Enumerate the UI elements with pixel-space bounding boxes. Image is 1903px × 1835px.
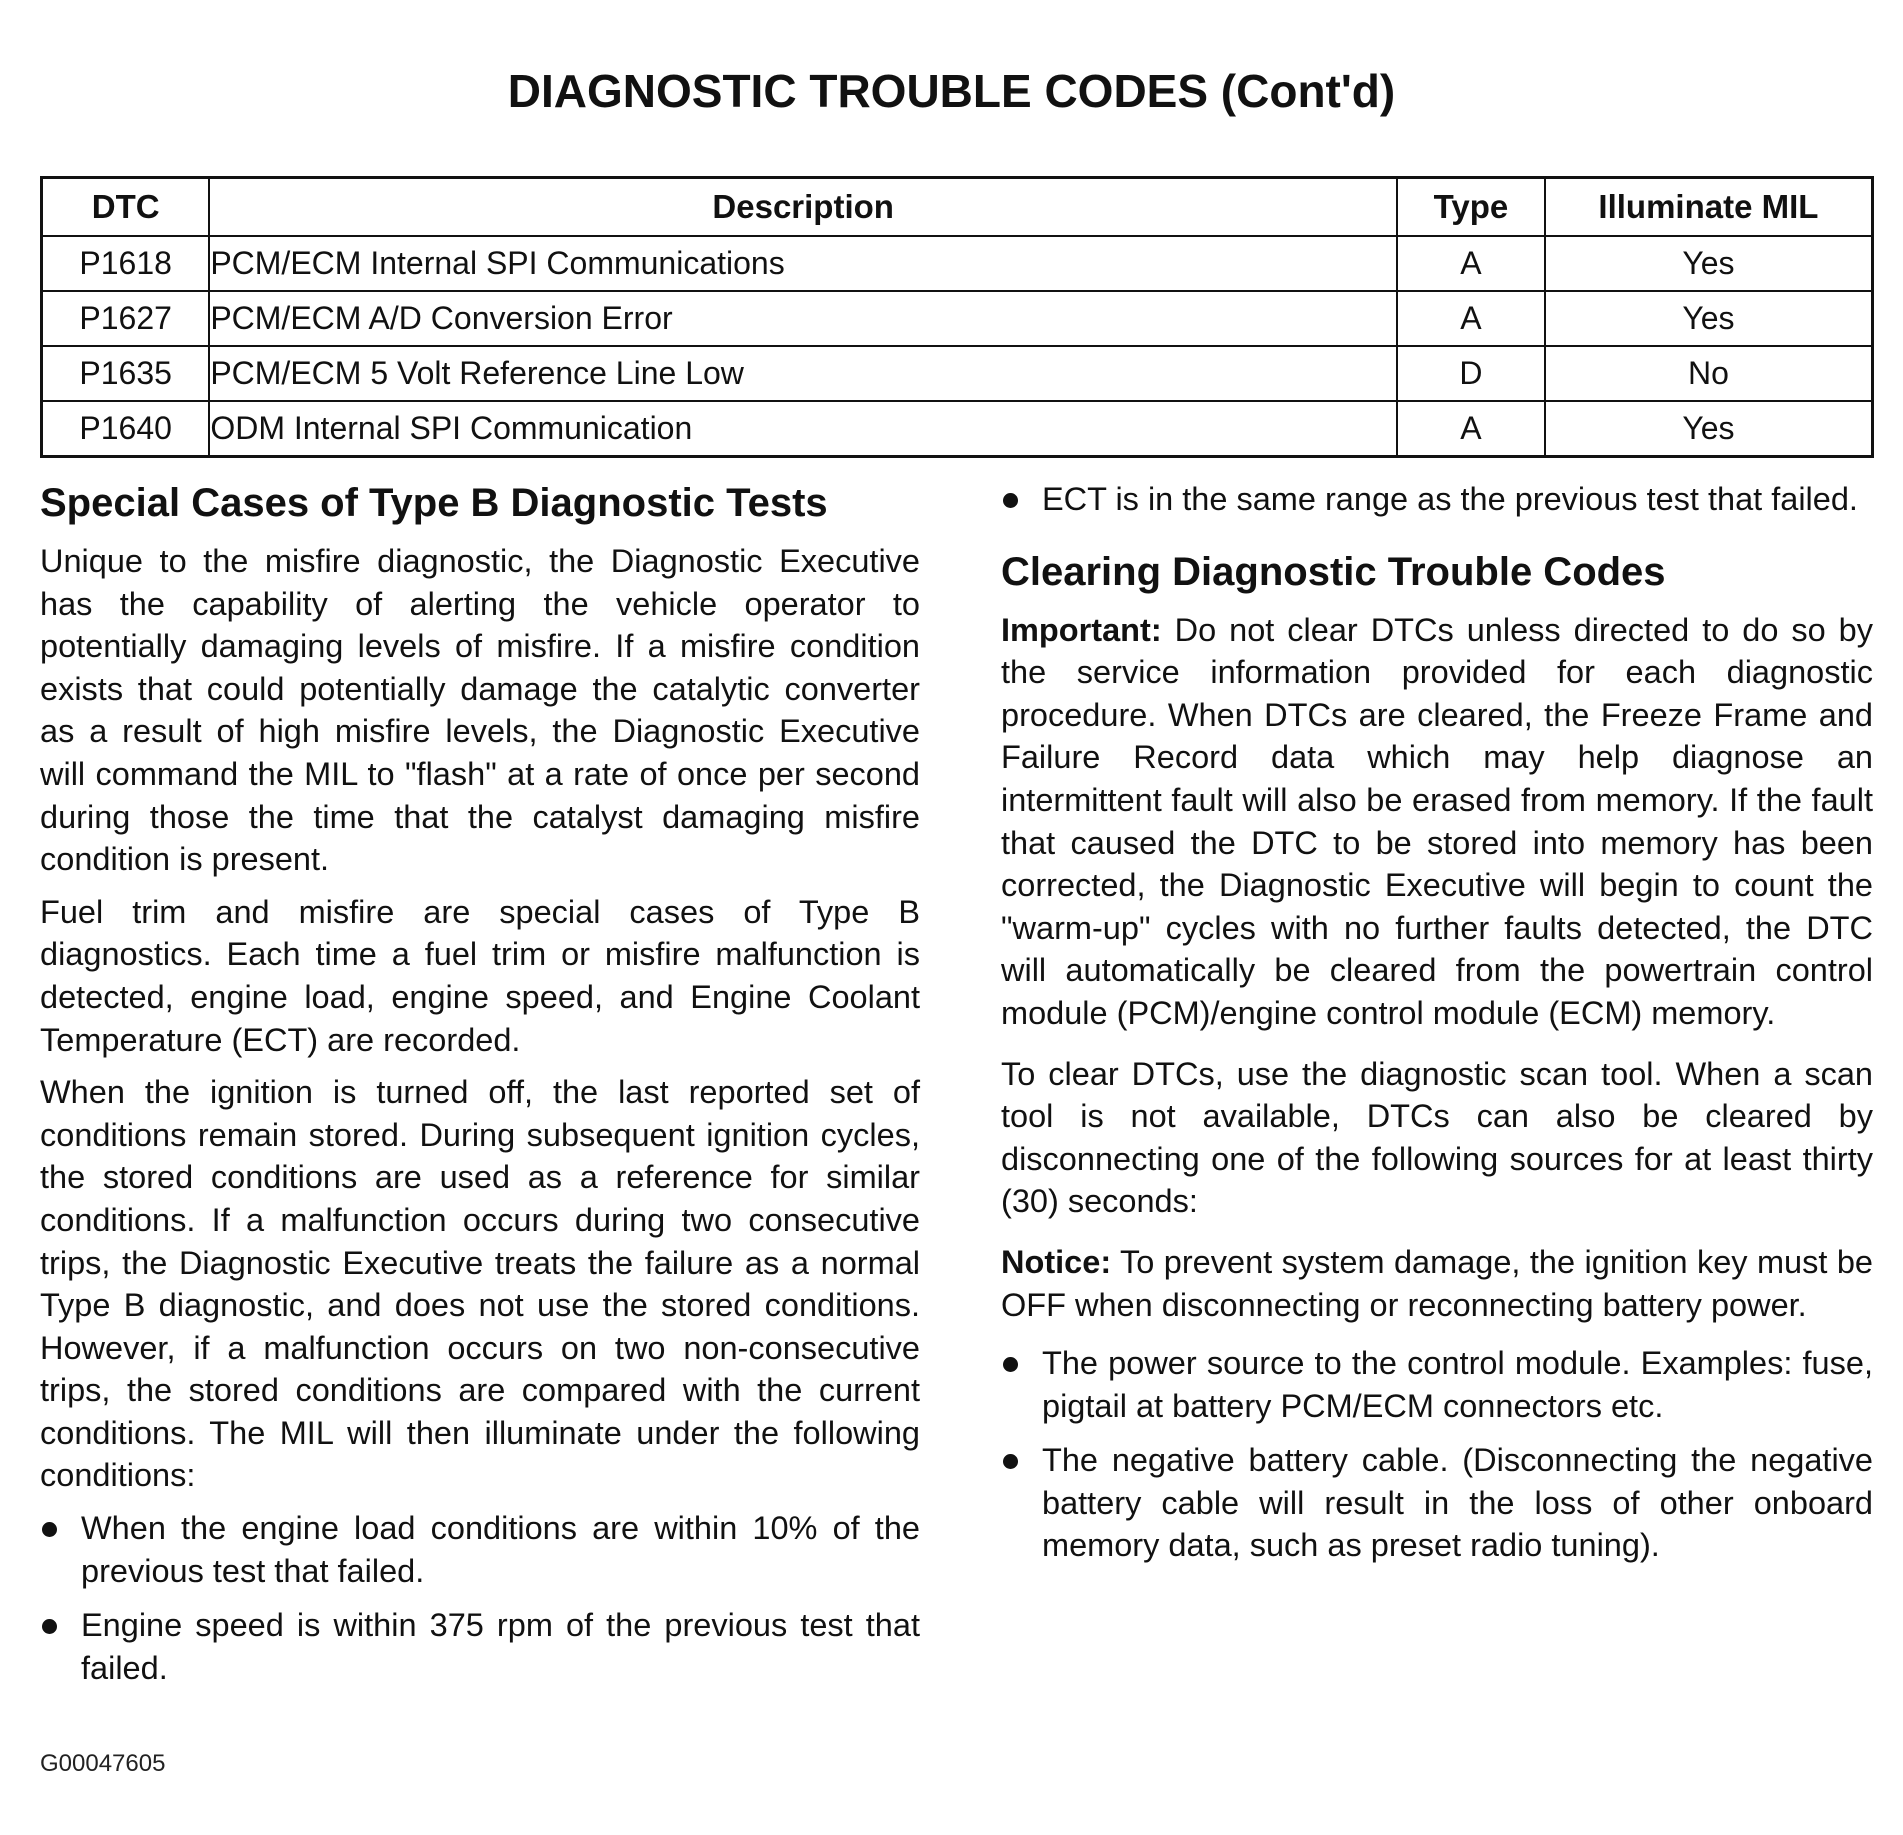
dtc-mil: No bbox=[1545, 346, 1873, 401]
table-row bbox=[42, 346, 1873, 401]
dtc-description: PCM/ECM A/D Conversion Error bbox=[209, 291, 1397, 346]
section-heading-clearing: Clearing Diagnostic Trouble Codes bbox=[1001, 549, 1666, 594]
paragraph-misfire: Unique to the misfire diagnostic, the Diagnostic Executive has the capability of alerting the vehicle operator to potentially damaging levels of misfire. If a misfire condition exists that could potentially damage the catalytic converter as a result of high misfire levels, the Diagnostic Executive will command the MIL to "flash" at a rate of once per second during those the time that the catalyst damaging misfire condition is present. bbox=[40, 543, 920, 878]
paragraph-ignition: When the ignition is turned off, the last reported set of conditions remain stored. During subsequent ignition cycles, the stored conditions are used as a reference for similar conditions. If a malfunction occurs during two consecutive trips, the Diagnostic Executive treats the failure as a normal Type B diagnostic, and does not use the stored conditions. However, if a malfunction occurs on two non-consecutive trips, the stored conditions are compared with the current conditions. The MIL will then illuminate under the following conditions: bbox=[40, 1074, 920, 1494]
dtc-description: PCM/ECM Internal SPI Communications bbox=[209, 236, 1397, 291]
conditions-list-continued bbox=[1001, 478, 1873, 521]
list-item bbox=[1001, 478, 1873, 521]
table-row bbox=[42, 236, 1873, 291]
bullet-icon bbox=[42, 1522, 57, 1537]
notice-text: To prevent system damage, the ignition key must be OFF when disconnecting or reconnecting battery power. bbox=[1001, 1243, 1873, 1323]
table-row bbox=[42, 401, 1873, 457]
important-label: Important: bbox=[1001, 611, 1162, 648]
figure-id: G00047605 bbox=[40, 1750, 166, 1777]
list-item bbox=[1001, 1439, 1873, 1567]
dtc-description: ODM Internal SPI Communication bbox=[209, 401, 1397, 457]
header-type: Type bbox=[1397, 178, 1545, 237]
dtc-table bbox=[40, 176, 1874, 458]
list-item bbox=[40, 1507, 920, 1592]
bullet-text: Engine speed is within 375 rpm of the previous test that failed. bbox=[81, 1607, 920, 1686]
conditions-list bbox=[40, 1507, 920, 1689]
bullet-icon bbox=[1003, 1454, 1018, 1469]
dtc-mil: Yes bbox=[1545, 236, 1873, 291]
dtc-mil: Yes bbox=[1545, 291, 1873, 346]
right-column bbox=[1001, 478, 1873, 1579]
dtc-code: P1640 bbox=[42, 401, 210, 457]
dtc-type: A bbox=[1397, 236, 1545, 291]
table-row bbox=[42, 291, 1873, 346]
dtc-code: P1618 bbox=[42, 236, 210, 291]
bullet-icon bbox=[1003, 1357, 1018, 1372]
dtc-mil: Yes bbox=[1545, 401, 1873, 457]
notice-paragraph bbox=[1001, 1241, 1873, 1326]
dtc-code: P1627 bbox=[42, 291, 210, 346]
clear-dtcs-paragraph: To clear DTCs, use the diagnostic scan tool. When a scan tool is not available, DTCs can also be cleared by disconnecting one of the following sources for at least thirty (30) seconds: bbox=[1001, 1055, 1873, 1220]
bullet-icon bbox=[42, 1619, 57, 1634]
header-illuminate-mil: Illuminate MIL bbox=[1545, 178, 1873, 237]
page-title: DIAGNOSTIC TROUBLE CODES (Cont'd) bbox=[507, 65, 1396, 117]
dtc-type: D bbox=[1397, 346, 1545, 401]
notice-label: Notice: bbox=[1001, 1243, 1112, 1280]
table-header-row bbox=[42, 178, 1873, 237]
dtc-type: A bbox=[1397, 291, 1545, 346]
dtc-type: A bbox=[1397, 401, 1545, 457]
section-heading-special-cases: Special Cases of Type B Diagnostic Tests bbox=[40, 481, 828, 525]
bullet-icon bbox=[1003, 493, 1018, 508]
left-column bbox=[40, 478, 920, 1701]
bullet-text: ECT is in the same range as the previous test that failed. bbox=[1042, 481, 1858, 517]
header-dtc: DTC bbox=[42, 178, 210, 237]
list-item bbox=[40, 1604, 920, 1689]
bullet-text: The negative battery cable. (Disconnecting the negative battery cable will result in the loss of other onboard memory data, such as preset radio tuning). bbox=[1042, 1442, 1873, 1564]
header-description: Description bbox=[209, 178, 1397, 237]
dtc-code: P1635 bbox=[42, 346, 210, 401]
list-item bbox=[1001, 1342, 1873, 1427]
important-text: Do not clear DTCs unless directed to do so by the service information provided for each diagnostic procedure. When DTCs are cleared, the Freeze Frame and Failure Record data which may help diagnose an intermittent fault will also be erased from memory. If the fault that caused the DTC to be stored into memory has been corrected, the Diagnostic Executive will begin to count the "warm-up" cycles with no further faults detected, the DTC will automatically be cleared from the powertrain control module (PCM)/engine control module (ECM) memory. bbox=[1001, 611, 1873, 1031]
bullet-text: The power source to the control module. Examples: fuse, pigtail at battery PCM/ECM connectors etc. bbox=[1042, 1345, 1873, 1424]
paragraph-fuel-trim: Fuel trim and misfire are special cases of Type B diagnostics. Each time a fuel trim or misfire malfunction is detected, engine load, engine speed, and Engine Coolant Temperature (ECT) are recorded. bbox=[40, 893, 920, 1058]
important-paragraph bbox=[1001, 609, 1873, 1035]
dtc-description: PCM/ECM 5 Volt Reference Line Low bbox=[209, 346, 1397, 401]
bullet-text: When the engine load conditions are within 10% of the previous test that failed. bbox=[81, 1510, 920, 1589]
sources-list bbox=[1001, 1342, 1873, 1567]
